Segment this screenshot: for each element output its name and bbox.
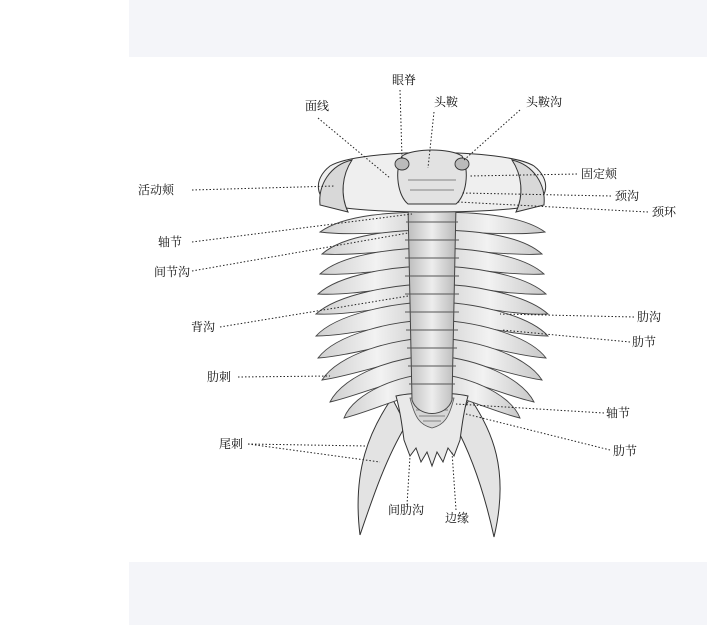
label-axial-ring-pygidium: 轴节 [606,406,631,420]
label-glabella: 头鞍 [434,95,459,109]
label-inter-pleural-furrow: 间肋沟 [388,503,425,517]
label-neck-ring: 颈环 [652,205,677,219]
label-glabellar-furrow: 头鞍沟 [526,95,563,109]
label-dorsal-furrow: 背沟 [191,320,216,334]
label-inter-ring-furrow: 间节沟 [154,265,191,279]
cephalon [318,150,545,212]
label-eye-ridge: 眼脊 [392,73,417,87]
label-fixed-cheek: 固定颊 [581,167,618,181]
label-free-cheek: 活动颊 [138,183,175,197]
label-pleural-segment-thorax: 肋节 [632,335,657,349]
label-border: 边缘 [445,511,470,525]
label-pleural-furrow: 肋沟 [637,310,662,324]
label-pleural-segment-pygidium: 肋节 [613,444,638,458]
label-pleural-spine: 肋刺 [207,370,232,384]
thorax-axis [405,205,459,414]
label-neck-furrow: 颈沟 [615,189,640,203]
label-tail-spine: 尾刺 [219,437,244,451]
label-facial-suture: 面线 [305,99,330,113]
label-axial-ring-thorax: 轴节 [158,235,183,249]
